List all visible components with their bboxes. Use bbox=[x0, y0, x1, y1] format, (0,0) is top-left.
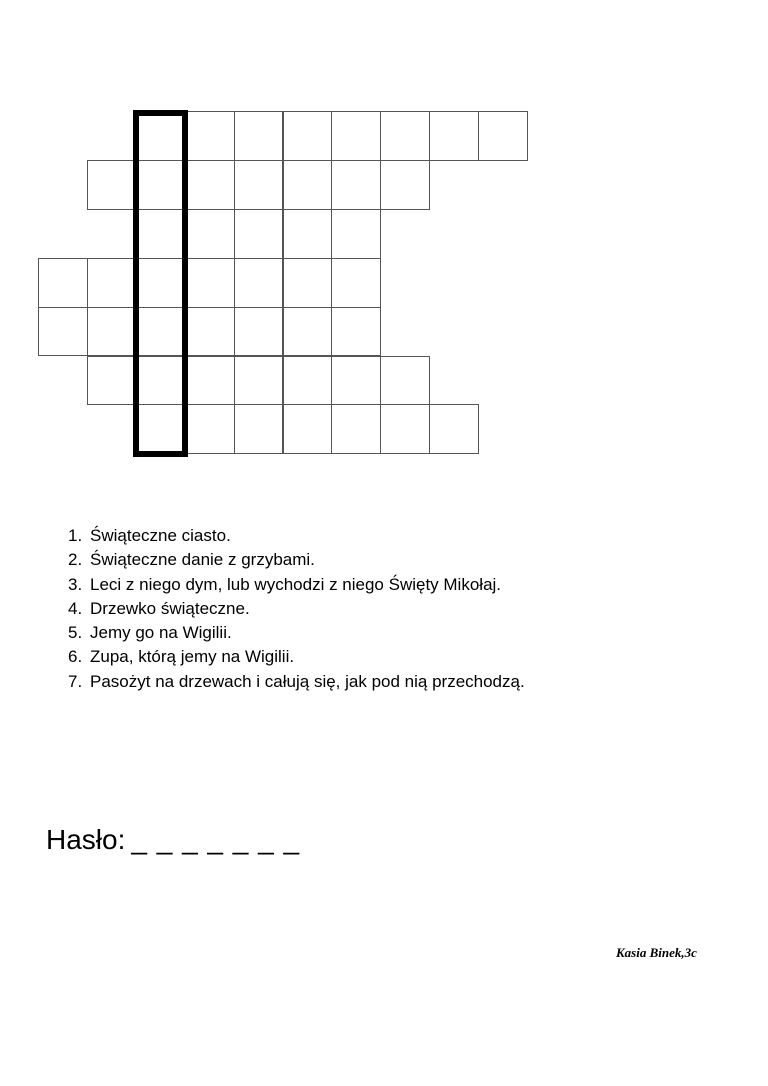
crossword-cell[interactable] bbox=[185, 209, 235, 259]
crossword-cell[interactable] bbox=[87, 307, 137, 357]
clue-text: Świąteczne ciasto. bbox=[90, 526, 231, 545]
clue-list bbox=[68, 524, 525, 694]
crossword-cell[interactable] bbox=[234, 111, 284, 161]
clue-item bbox=[68, 524, 525, 548]
password-blanks[interactable]: _ _ _ _ _ _ _ bbox=[131, 824, 301, 855]
clue-text: Drzewko świąteczne. bbox=[90, 598, 250, 618]
clue-item bbox=[68, 548, 525, 572]
crossword-cell[interactable] bbox=[331, 307, 381, 357]
clue-number: 4. bbox=[68, 598, 83, 618]
crossword-cell[interactable] bbox=[331, 209, 381, 259]
crossword-cell[interactable] bbox=[478, 111, 528, 161]
crossword-cell[interactable] bbox=[283, 160, 333, 210]
crossword-cell[interactable] bbox=[234, 209, 284, 259]
crossword-cell[interactable] bbox=[283, 209, 333, 259]
password-line bbox=[46, 824, 300, 856]
crossword-cell[interactable] bbox=[38, 307, 88, 357]
clue-number: 1. bbox=[68, 526, 83, 545]
crossword-cell[interactable] bbox=[380, 111, 430, 161]
crossword-cell[interactable] bbox=[234, 356, 284, 406]
crossword-cell[interactable] bbox=[234, 404, 284, 454]
password-column-highlight bbox=[133, 110, 188, 457]
crossword-cell[interactable] bbox=[380, 404, 430, 454]
crossword-cell[interactable] bbox=[87, 258, 137, 308]
crossword-cell[interactable] bbox=[87, 160, 137, 210]
crossword-cell[interactable] bbox=[185, 160, 235, 210]
clue-item bbox=[68, 670, 525, 694]
crossword-cell[interactable] bbox=[331, 404, 381, 454]
clue-text: Pasożyt na drzewach i całują się, jak pod nią przechodzą. bbox=[90, 671, 525, 691]
crossword-cell[interactable] bbox=[331, 160, 381, 210]
author-credit: Kasia Binek,3c bbox=[616, 945, 697, 960]
crossword-cell[interactable] bbox=[38, 258, 88, 308]
crossword-cell[interactable] bbox=[283, 258, 333, 308]
clue-number: 6. bbox=[68, 647, 83, 667]
crossword-cell[interactable] bbox=[380, 356, 430, 406]
crossword-cell[interactable] bbox=[331, 258, 381, 308]
password-label: Hasło: bbox=[46, 824, 126, 855]
crossword-cell[interactable] bbox=[283, 307, 333, 357]
crossword-cell[interactable] bbox=[283, 404, 333, 454]
crossword-grid bbox=[0, 0, 768, 470]
clue-item bbox=[68, 645, 525, 669]
crossword-cell[interactable] bbox=[234, 307, 284, 357]
crossword-cell[interactable] bbox=[234, 258, 284, 308]
crossword-cell[interactable] bbox=[380, 160, 430, 210]
clue-item bbox=[68, 573, 525, 597]
clue-number: 5. bbox=[68, 623, 83, 643]
clue-text: Leci z niego dym, lub wychodzi z niego Święty Mikołaj. bbox=[90, 574, 502, 594]
clue-number: 3. bbox=[68, 574, 83, 594]
clue-text: Zupa, którą jemy na Wigilii. bbox=[90, 647, 295, 667]
crossword-cell[interactable] bbox=[87, 356, 137, 406]
crossword-cell[interactable] bbox=[283, 356, 333, 406]
crossword-cell[interactable] bbox=[185, 356, 235, 406]
crossword-cell[interactable] bbox=[429, 111, 479, 161]
clue-text: Jemy go na Wigilii. bbox=[90, 623, 232, 643]
crossword-cell[interactable] bbox=[185, 404, 235, 454]
crossword-cell[interactable] bbox=[185, 258, 235, 308]
crossword-cell[interactable] bbox=[283, 111, 333, 161]
clue-number: 7. bbox=[68, 671, 83, 691]
clue-text: Świąteczne danie z grzybami. bbox=[90, 550, 315, 570]
clue-item bbox=[68, 621, 525, 645]
crossword-cell[interactable] bbox=[185, 307, 235, 357]
clue-item bbox=[68, 597, 525, 621]
crossword-cell[interactable] bbox=[429, 404, 479, 454]
clue-number: 2. bbox=[68, 550, 83, 570]
crossword-cell[interactable] bbox=[331, 111, 381, 161]
crossword-cell[interactable] bbox=[331, 356, 381, 406]
crossword-cell[interactable] bbox=[234, 160, 284, 210]
crossword-cell[interactable] bbox=[185, 111, 235, 161]
